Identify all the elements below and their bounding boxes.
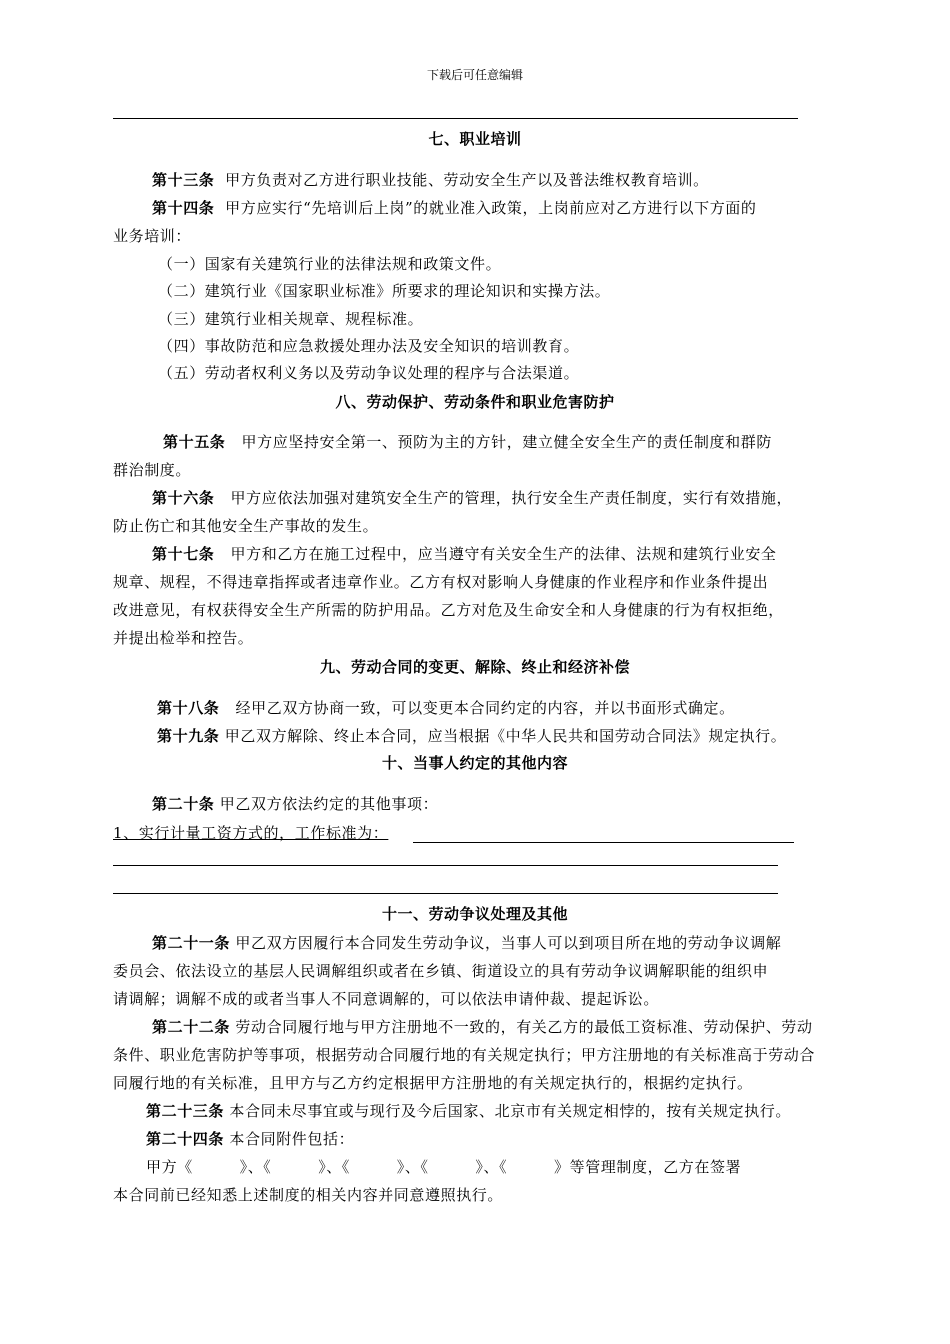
article-text: 甲乙双方依法约定的其他事项： — [219, 795, 439, 813]
list-item: （三）建筑行业相关规章、规程标准。 — [158, 310, 424, 328]
article-text: 本合同未尽事宜或与现行及今后国家、北京市有关规定相悖的，按有关规定执行。 — [229, 1102, 791, 1120]
section-heading-7: 七、职业培训 — [428, 130, 522, 148]
article-text: 本合同附件包括： — [229, 1130, 355, 1148]
article-text: 劳动合同履行地与甲方注册地不一致的，有关乙方的最低工资标准、劳动保护、劳动 — [235, 1018, 813, 1036]
article-14-line-2: 业务培训： — [113, 227, 192, 245]
article-17-line-4: 并提出检举和控告。 — [113, 629, 254, 647]
article-17-line-3: 改进意见，有权获得安全生产所需的防护用品。乙方对危及生命安全和人身健康的行为有权拒绝， — [113, 601, 784, 619]
article-label: 第十四条 — [152, 199, 215, 217]
article-22-line-2: 条件、职业危害防护等事项，根据劳动合同履行地的有关规定执行；甲方注册地的有关标准高于劳动合 — [113, 1046, 816, 1064]
article-label: 第十七条 — [152, 545, 215, 563]
article-text: 甲方应依法加强对建筑安全生产的管理，执行安全生产责任制度，实行有效措施， — [230, 489, 793, 507]
article-label: 第二十三条 — [146, 1102, 225, 1120]
list-item: （五）劳动者权利义务以及劳动争议处理的程序与合法渠道。 — [158, 364, 580, 382]
article-text: 甲乙双方因履行本合同发生劳动争议，当事人可以到项目所在地的劳动争议调解 — [235, 934, 782, 952]
section-heading-9: 九、劳动合同的变更、解除、终止和经济补偿 — [319, 658, 630, 676]
article-24-line-3: 本合同前已经知悉上述制度的相关内容并同意遵照执行。 — [113, 1186, 504, 1204]
article-text: 甲乙双方解除、终止本合同，应当根据《中华人民共和国劳动合同法》规定执行。 — [224, 727, 787, 745]
article-24 — [146, 1129, 354, 1149]
article-13 — [152, 170, 709, 190]
article-label: 第十六条 — [152, 489, 215, 507]
article-label: 第二十四条 — [146, 1130, 225, 1148]
article-label: 第二十二条 — [152, 1018, 231, 1036]
article-15-line-2: 群治制度。 — [113, 461, 192, 479]
article-17-line-2: 规章、规程，不得违章指挥或者违章作业。乙方有权对影响人身健康的作业程序和作业条件提出 — [113, 573, 769, 591]
article-text: 甲方和乙方在施工过程中，应当遵守有关安全生产的法律、法规和建筑行业安全 — [230, 545, 777, 563]
article-label: 第十五条 — [163, 433, 226, 451]
article-label: 第二十一条 — [152, 934, 231, 952]
article-17 — [152, 544, 777, 564]
section-heading-8: 八、劳动保护、劳动条件和职业危害防护 — [335, 393, 615, 411]
section-heading-11: 十一、劳动争议处理及其他 — [381, 905, 568, 923]
article-text: 甲方应实行“先培训后上岗”的就业准入政策，上岗前应对乙方进行以下方面的 — [225, 199, 757, 217]
article-15 — [163, 432, 772, 452]
fill-line-work-standard: 1、实行计量工资方式的，工作标准为： — [113, 824, 389, 842]
article-23 — [146, 1101, 791, 1121]
article-label: 第十三条 — [152, 171, 215, 189]
article-24-line-2: 甲方《 》、《 》、《 》、《 》、《 》等管理制度，乙方在签署 — [146, 1158, 742, 1176]
article-21-line-3: 请调解；调解不成的或者当事人不同意调解的，可以依法申请仲裁、提起诉讼。 — [113, 990, 660, 1008]
section-heading-10: 十、当事人约定的其他内容 — [381, 754, 568, 772]
article-16 — [152, 488, 792, 508]
list-item: （二）建筑行业《国家职业标准》所要求的理论知识和实操方法。 — [158, 282, 611, 300]
list-item: （四）事故防范和应急救援处理办法及安全知识的培训教育。 — [158, 337, 580, 355]
article-22-line-3: 同履行地的有关标准，且甲方与乙方约定根据甲方注册地的有关规定执行的，根据约定执行。 — [113, 1074, 753, 1092]
article-19 — [157, 726, 786, 746]
article-16-line-2: 防止伤亡和其他安全生产事故的发生。 — [113, 517, 379, 535]
article-20 — [152, 794, 438, 814]
article-text: 甲方负责对乙方进行职业技能、劳动安全生产以及普法维权教育培训。 — [225, 171, 709, 189]
fill-line-blank — [113, 865, 778, 866]
article-label: 第十八条 — [157, 699, 220, 717]
article-18 — [157, 698, 735, 718]
article-text: 经甲乙双方协商一致，可以变更本合同约定的内容，并以书面形式确定。 — [235, 699, 735, 717]
fill-line-blank — [113, 893, 778, 894]
article-text: 甲方应坚持安全第一、预防为主的方针，建立健全安全生产的责任制度和群防 — [241, 433, 772, 451]
article-21-line-2: 委员会、依法设立的基层人民调解组织或者在乡镇、街道设立的具有劳动争议调解职能的组织申 — [113, 962, 769, 980]
article-label: 第二十条 — [152, 795, 215, 813]
article-22 — [152, 1017, 813, 1037]
article-21 — [152, 933, 781, 953]
header-note: 下载后可任意编辑 — [426, 68, 523, 82]
list-item: （一）国家有关建筑行业的法律法规和政策文件。 — [158, 255, 502, 273]
fill-line-underline — [413, 842, 794, 843]
article-14 — [152, 198, 757, 218]
article-label: 第十九条 — [157, 727, 220, 745]
header-rule — [113, 118, 798, 119]
